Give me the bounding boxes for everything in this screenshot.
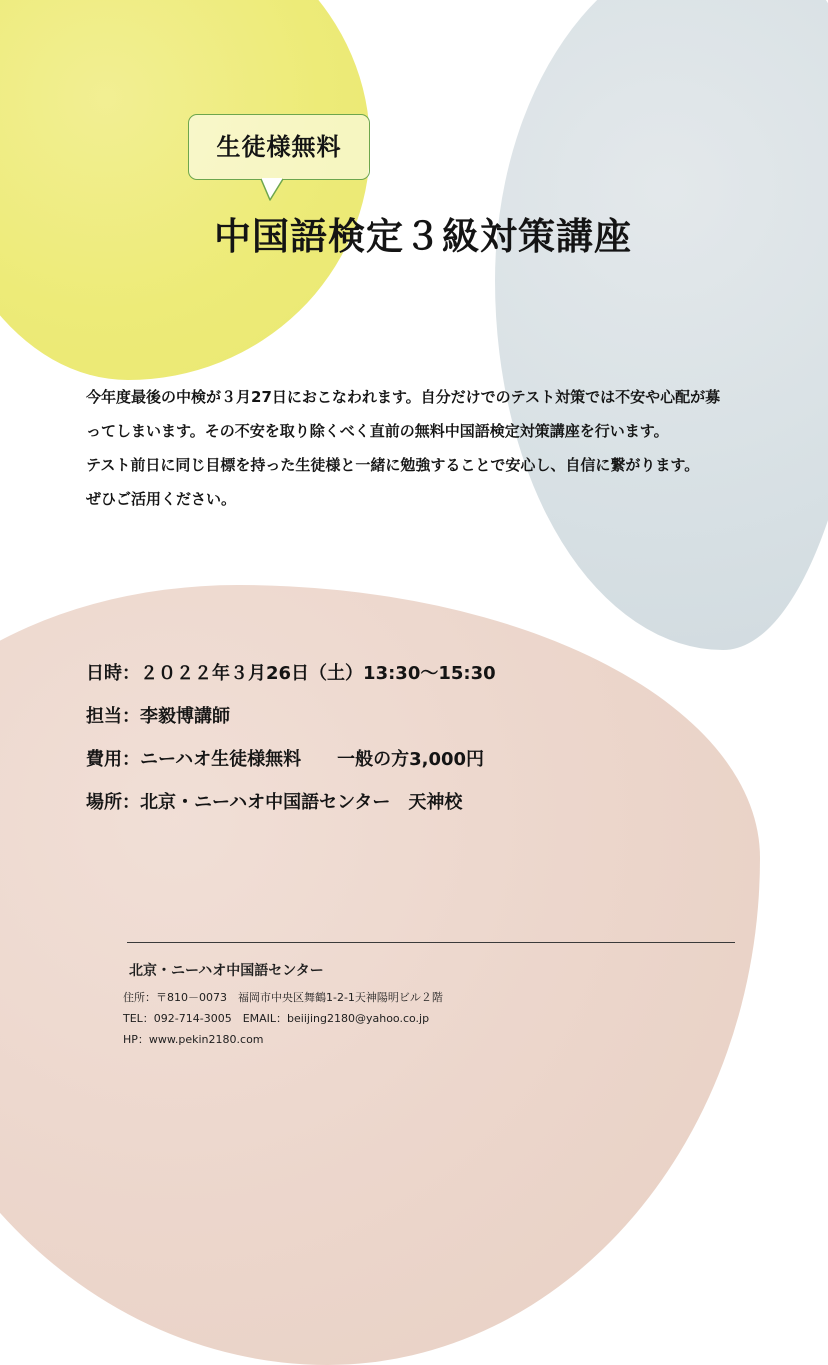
free-for-students-badge: 生徒様無料 xyxy=(188,114,370,180)
place-row: 場所：北京・ニーハオ中国語センター 天神校 xyxy=(86,792,463,813)
speech-bubble-tail-icon xyxy=(260,178,286,202)
fee-row: 費用：ニーハオ生徒様無料 一般の方3,000円 xyxy=(86,749,485,770)
yellow-background-blob xyxy=(0,0,370,380)
intro-line: 今年度最後の中検が３月27日におこなわれます。自分だけでのテスト対策では不安や心配が募 xyxy=(86,388,721,406)
teacher-row: 担当：李毅博講師 xyxy=(86,706,230,727)
blue-background-blob xyxy=(495,0,828,650)
intro-text xyxy=(86,380,826,516)
address-line: 住所：〒810－0073 福岡市中央区舞鶴1-2-1天神陽明ビル２階 xyxy=(123,991,443,1004)
footer xyxy=(123,960,443,1050)
event-details xyxy=(86,652,496,824)
footer-divider xyxy=(127,942,735,943)
intro-line: ぜひご活用ください。 xyxy=(86,490,237,508)
date-row: 日時：２０２２年３月26日（土）13:30～15:30 xyxy=(86,663,496,684)
homepage-line: HP：www.pekin2180.com xyxy=(123,1033,264,1046)
contact-line: TEL：092-714-3005 EMAIL：beiijing2180@yahoo.co.jp xyxy=(123,1012,430,1025)
school-name: 北京・ニーハオ中国語センター xyxy=(129,963,324,979)
intro-line: テスト前日に同じ目標を持った生徒様と一緒に勉強することで安心し、自信に繋がります。 xyxy=(86,456,700,474)
intro-line: ってしまいます。その不安を取り除くべく直前の無料中国語検定対策講座を行います。 xyxy=(86,422,669,440)
page-title: 中国語検定３級対策講座 xyxy=(214,215,632,258)
